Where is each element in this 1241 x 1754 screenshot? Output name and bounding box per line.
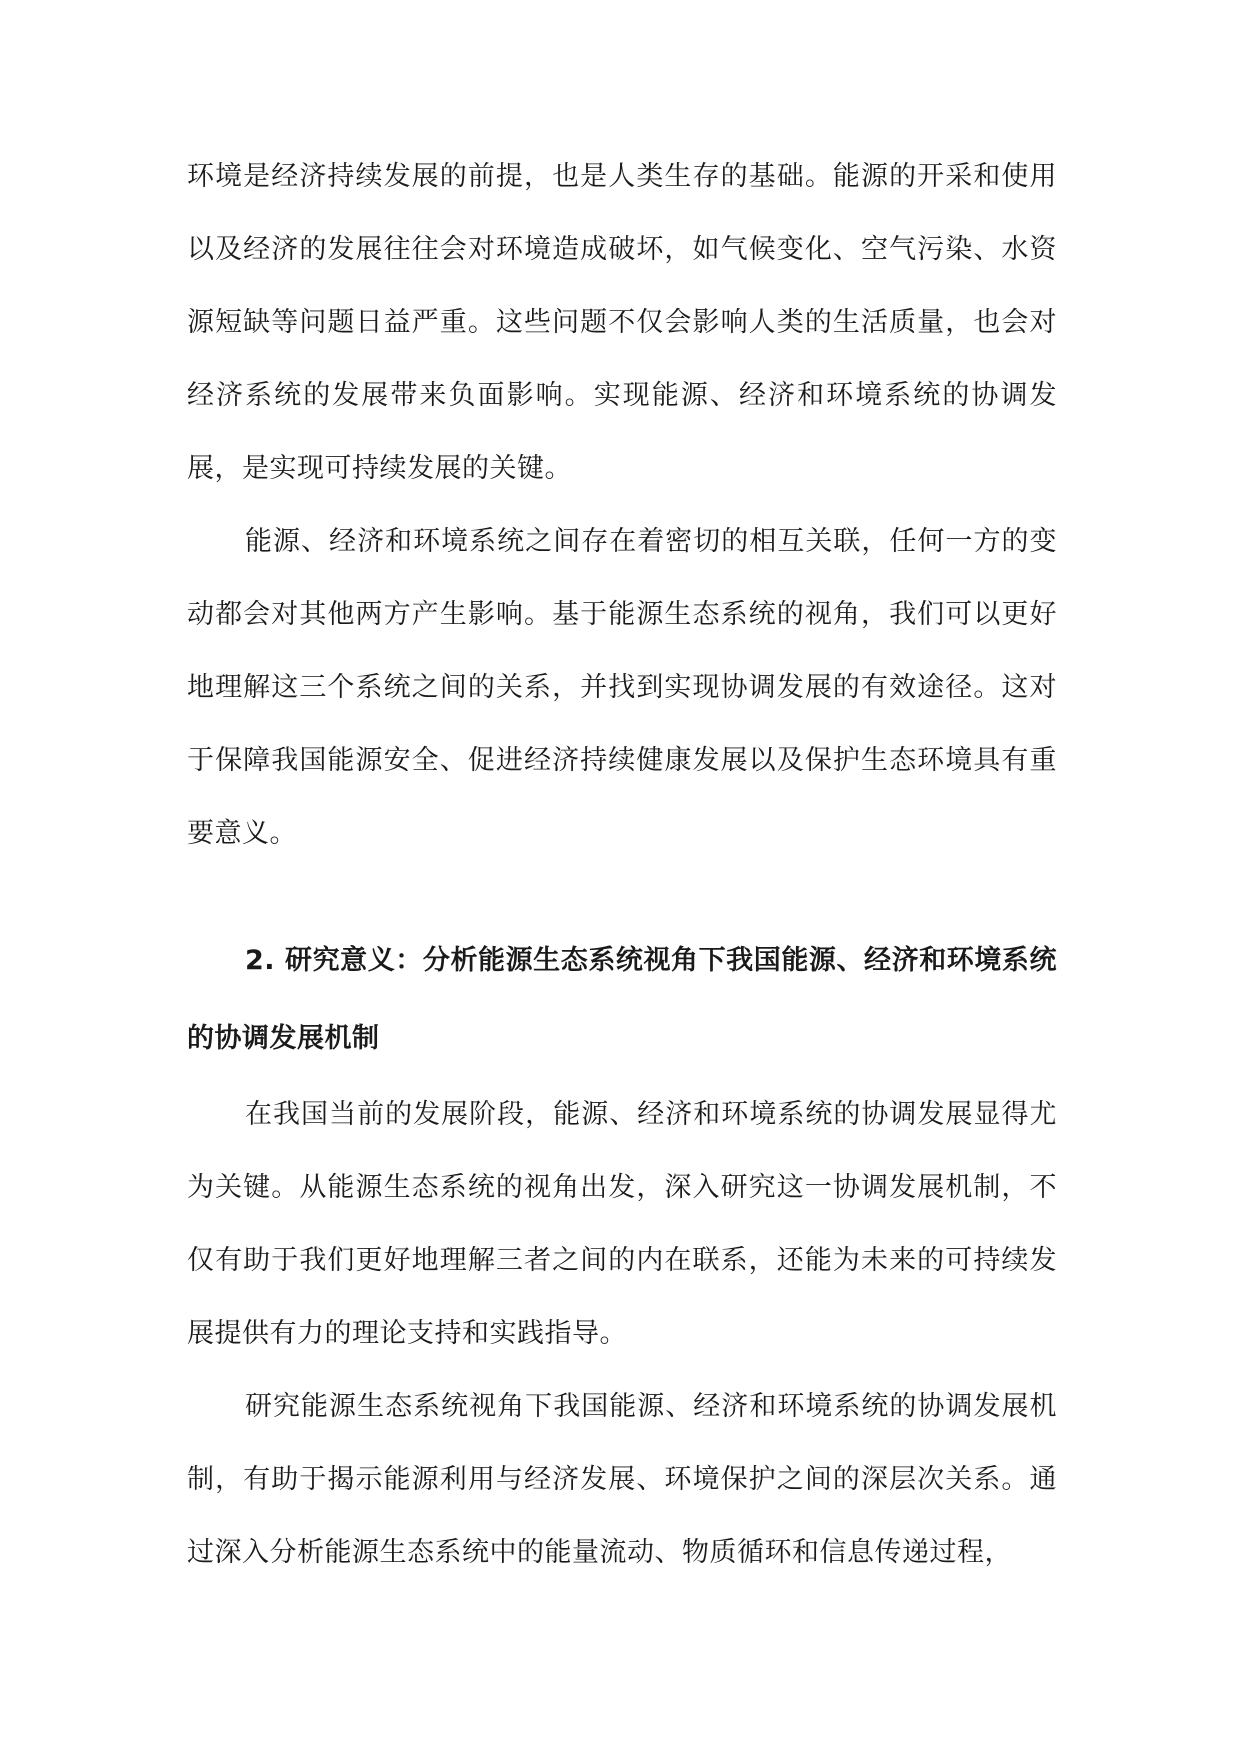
paragraph-system-interrelation: 能源、经济和环境系统之间存在着密切的相互关联，任何一方的变动都会对其他两方产生影响。基于能源生态系统的视角，我们可以更好地理解这三个系统之间的关系，并找到实现协调发展的有效途径。这对于保障我国能源安全、促进经济持续健康发展以及保护生态环境具有重要意义。 (187, 526, 1057, 849)
document-body (187, 140, 1057, 1589)
paragraph-current-stage: 在我国当前的发展阶段，能源、经济和环境系统的协调发展显得尤为关键。从能源生态系统的视角出发，深入研究这一协调发展机制，不仅有助于我们更好地理解三者之间的内在联系，还能为未来的可持续发展提供有力的理论支持和实践指导。 (187, 1099, 1057, 1349)
paragraph-environment-basis: 环境是经济持续发展的前提，也是人类生存的基础。能源的开采和使用以及经济的发展往往会对环境造成破坏，如气候变化、空气污染、水资源短缺等问题日益严重。这些问题不仅会影响人类的生活质量，也会对经济系统的发展带来负面影响。实现能源、经济和环境系统的协调发展，是实现可持续发展的关键。 (187, 161, 1057, 484)
section-spacer (187, 870, 1057, 922)
section-heading-research-significance: 2. 研究意义：分析能源生态系统视角下我国能源、经济和环境系统的协调发展机制 (187, 945, 1057, 1054)
paragraph-research-mechanism: 研究能源生态系统视角下我国能源、经济和环境系统的协调发展机制，有助于揭示能源利用与经济发展、环境保护之间的深层次关系。通过深入分析能源生态系统中的能量流动、物质循环和信息传递过程， (187, 1391, 1057, 1568)
